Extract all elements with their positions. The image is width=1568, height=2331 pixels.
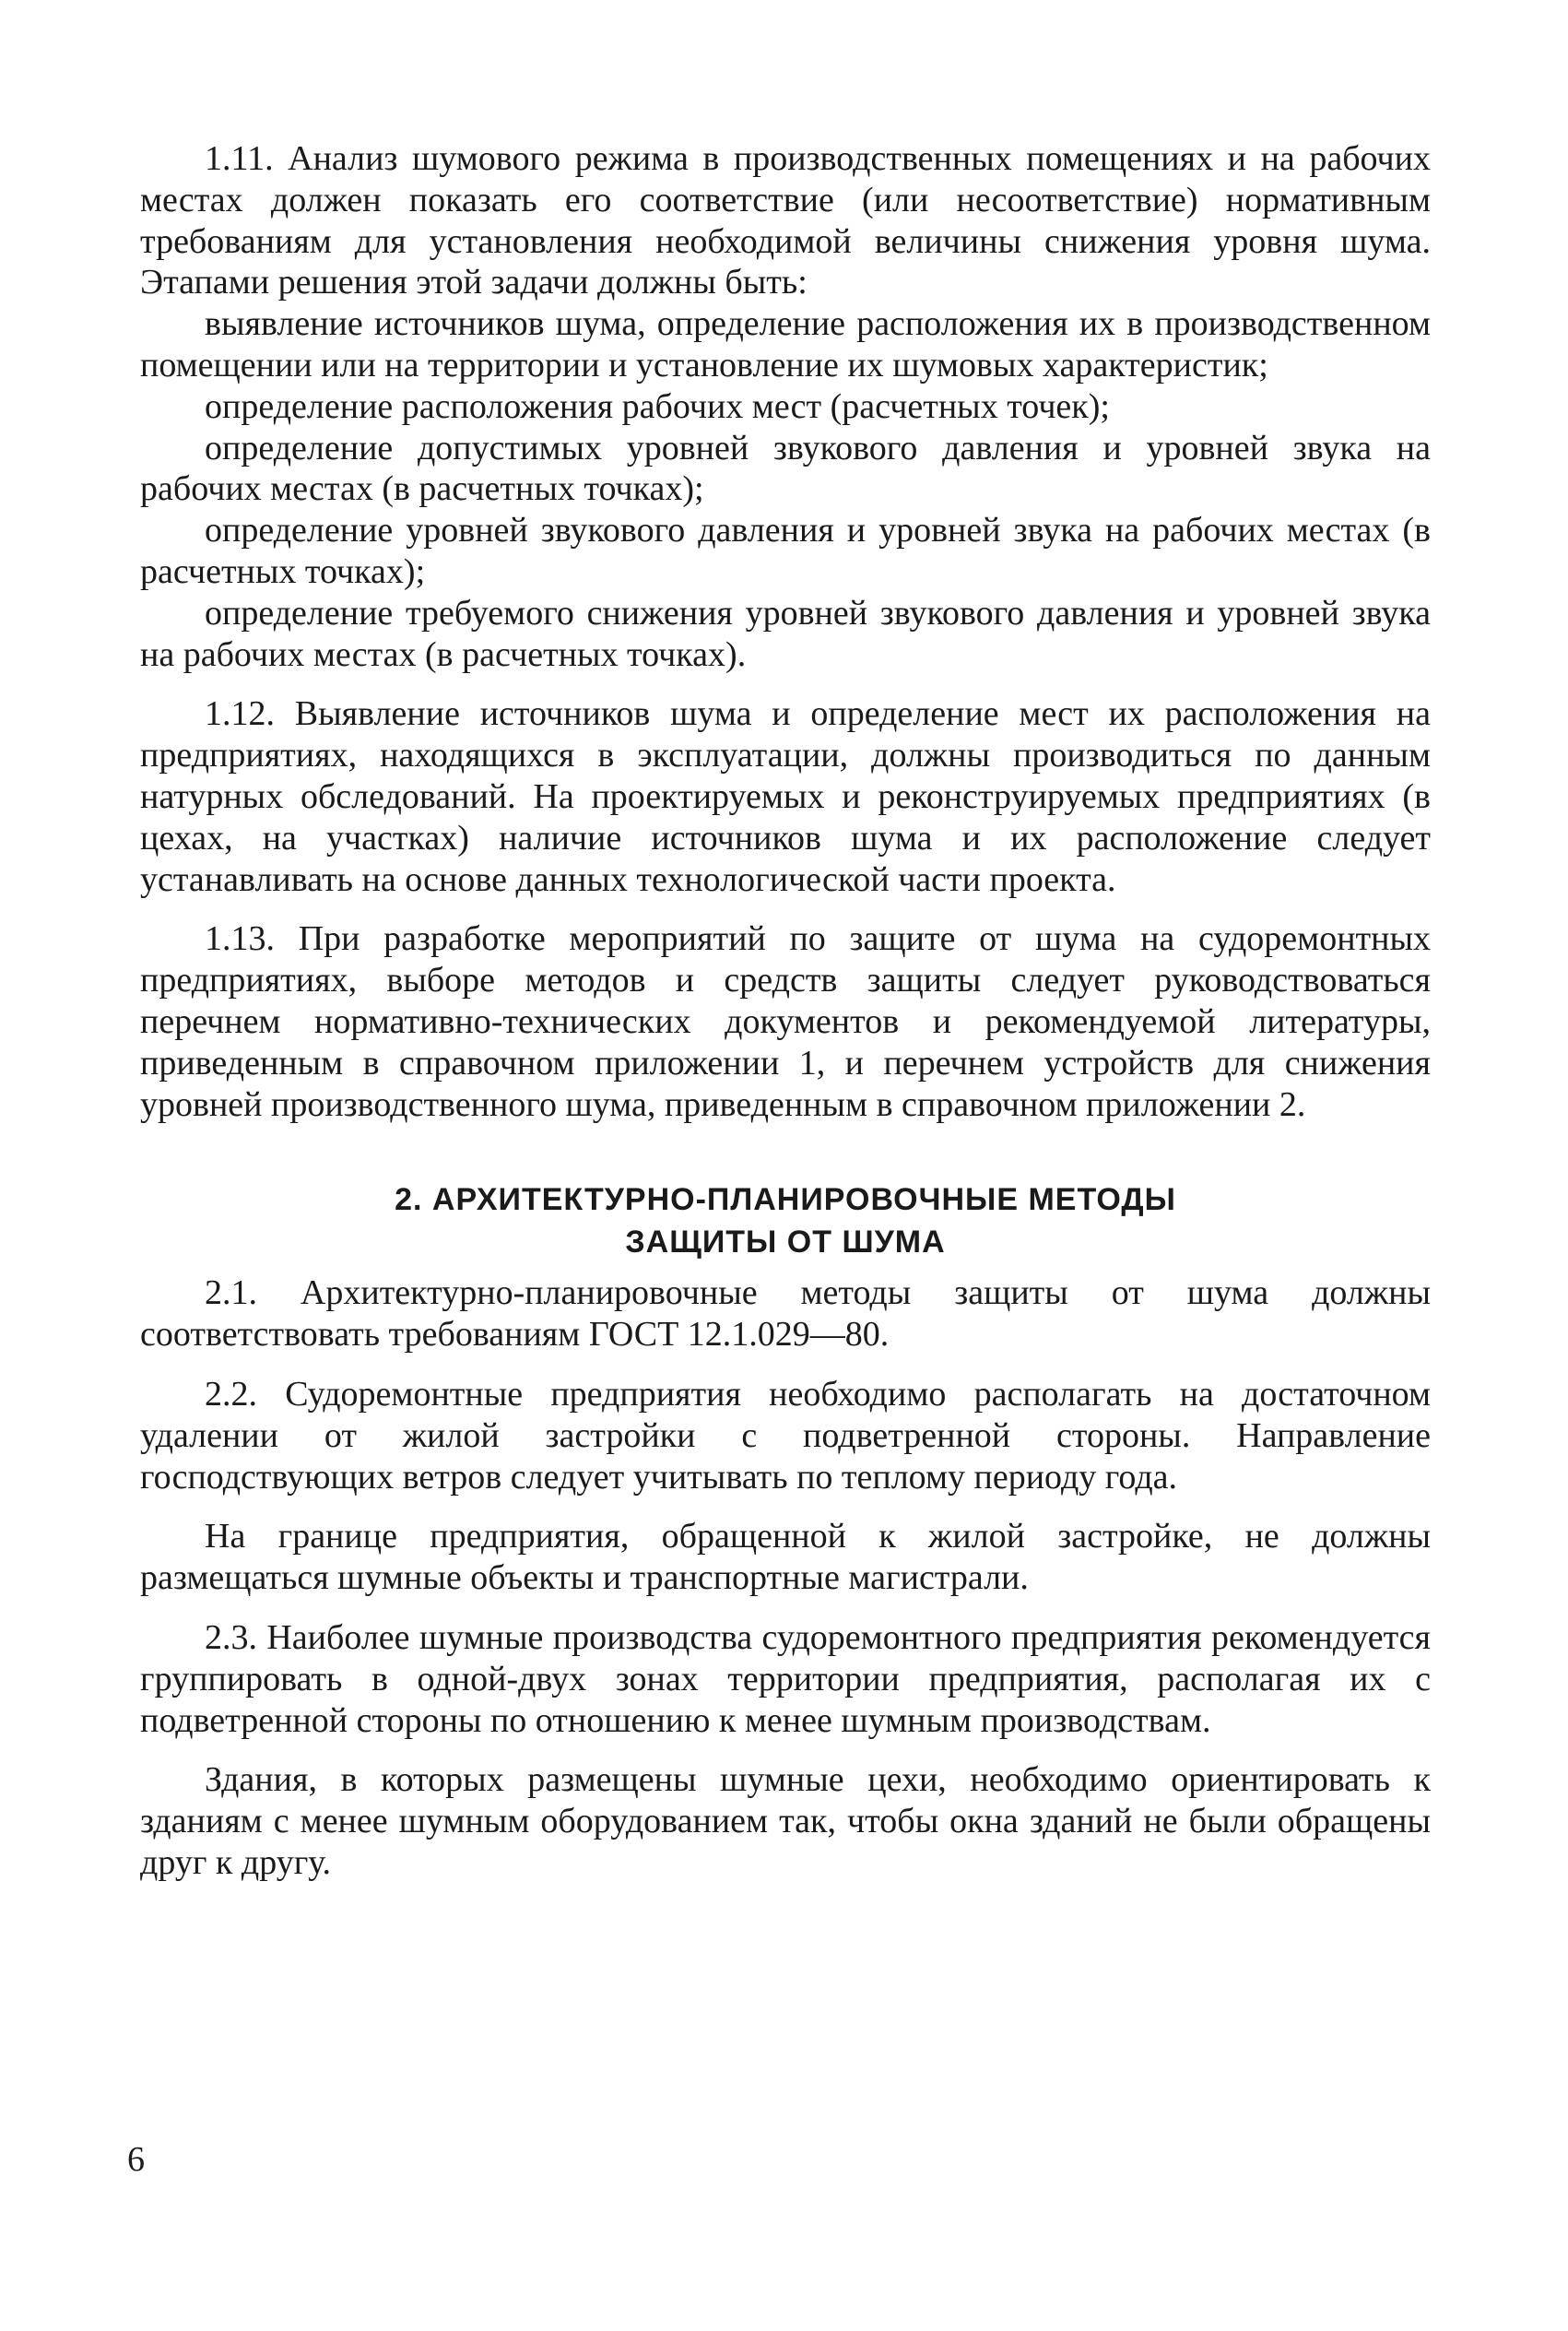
list-item: определение расположения рабочих мест (расчетных точек); [205, 386, 1110, 426]
paragraph-1-12: 1.12. Выявление источников шума и определение мест их расположения на предприятиях, находящихся в эксплуатации, должны производиться по данным натурных обследований. На проектируемых и реконструируемых предприятиях (в цехах, на участках) наличие источников шума и их расположение следует устанавливать на основе данных технологической части проекта. [140, 694, 1431, 899]
section-heading [140, 1178, 1431, 1263]
list-item: определение уровней звукового давления и уровней звука на рабочих местах (в расчетных точках); [140, 511, 1431, 591]
page-number: 6 [127, 2140, 145, 2179]
paragraph-2-2: 2.2. Судоремонтные предприятия необходимо располагать на достаточном удалении от жилой застройки с подветренной стороны. Направление господствующих ветров следует учитывать по теплому периоду года. [140, 1374, 1431, 1497]
paragraph-2-3: 2.3. Наиболее шумные производства судоремонтного предприятия рекомендуется группировать в одной-двух зонах территории предприятия, располагая их с подветренной стороны по отношению к менее шумным производствам. [140, 1617, 1431, 1740]
section-heading-line-1: 2. АРХИТЕКТУРНО-ПЛАНИРОВОЧНЫЕ МЕТОДЫ [395, 1182, 1176, 1218]
document-page [140, 138, 1431, 1884]
list-item: выявление источников шума, определение расположения их в производственном помещении или на территории и установление их шумовых характеристик; [140, 304, 1431, 385]
paragraph-2-1: 2.1. Архитектурно-планировочные методы защиты от шума должны соответствовать требованиям ГОСТ 12.1.029—80. [140, 1273, 1431, 1355]
list-item: определение допустимых уровней звукового давления и уровней звука на рабочих местах (в расчетных точках); [140, 428, 1431, 509]
paragraph-2-3-continued: Здания, в которых размещены шумные цехи, необходимо ориентировать к зданиям с менее шумным оборудованием так, чтобы окна зданий не были обращены друг к другу. [140, 1760, 1431, 1882]
paragraph-1-11: 1.11. Анализ шумового режима в производственных помещениях и на рабочих местах должен показать его соответствие (или несоответствие) нормативным требованиям для установления необходимой величины снижения уровня шума. Этапами решения этой задачи должны быть: [140, 139, 1431, 302]
paragraph-2-2-continued: На границе предприятия, обращенной к жилой застройке, не должны размещаться шумные объекты и транспортные магистрали. [140, 1517, 1431, 1598]
list-item: определение требуемого снижения уровней звукового давления и уровней звука на рабочих местах (в расчетных точках). [140, 593, 1431, 674]
paragraph-1-13: 1.13. При разработке мероприятий по защите от шума на судоремонтных предприятиях, выборе методов и средств защиты следует руководствоваться перечнем нормативно-технических документов и рекомендуемой литературы, приведенным в справочном приложении 1, и перечнем устройств для снижения уровней производственного шума, приведенным в справочном приложении 2. [140, 919, 1431, 1124]
section-heading-line-2: ЗАЩИТЫ ОТ ШУМА [625, 1225, 946, 1260]
